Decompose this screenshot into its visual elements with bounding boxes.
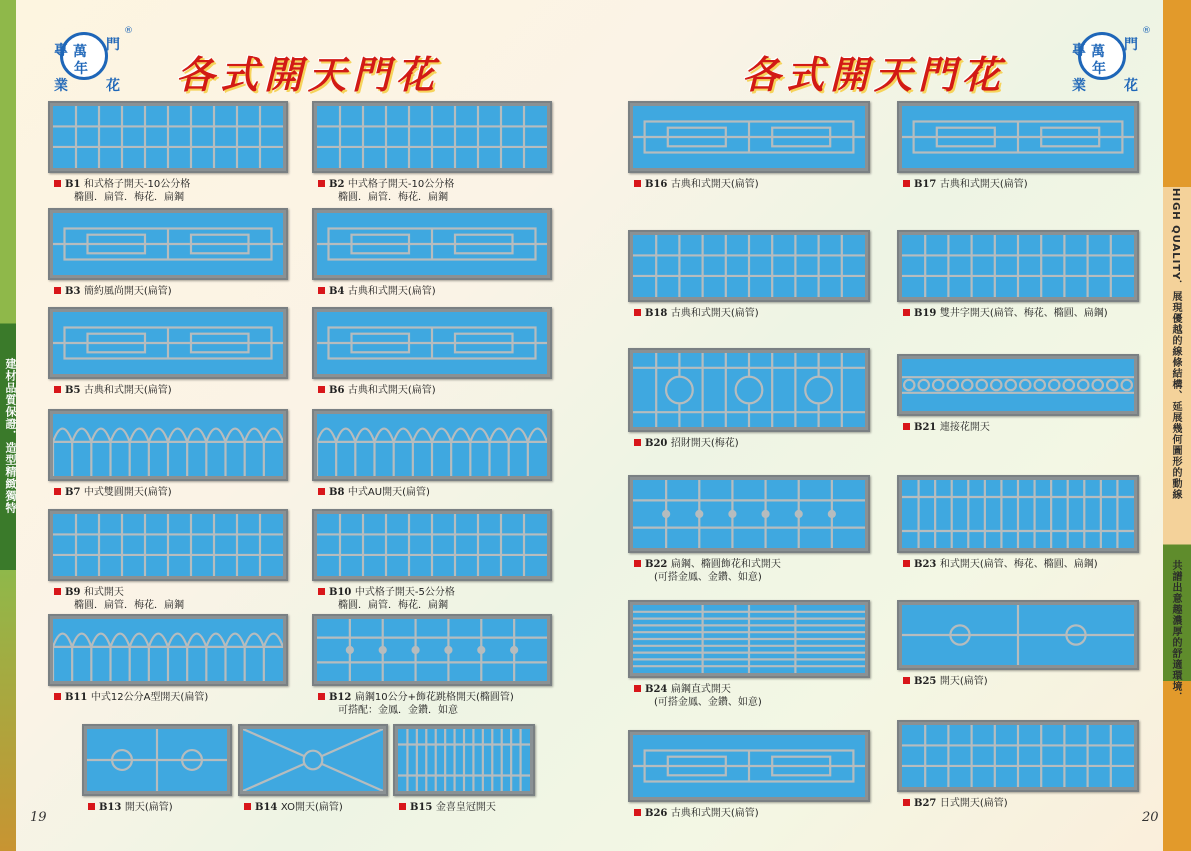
product-subtext: 橢圓．扁管．梅花．扁鋼 <box>338 192 448 203</box>
page-number: 20 <box>1142 810 1159 825</box>
bullet-square <box>399 803 406 810</box>
grille-pattern <box>633 353 865 427</box>
product-name: 古典和式開天(扁管) <box>670 308 759 319</box>
product-caption <box>903 797 1008 810</box>
product-name: 招財開天(梅花) <box>670 438 739 449</box>
product-code: B22 <box>645 559 671 570</box>
product-caption <box>903 558 1098 571</box>
product-name: 扁鋼10公分+飾花跳格開天(橢圓管) <box>354 692 514 703</box>
bullet-square <box>903 180 910 187</box>
product-caption <box>54 691 208 704</box>
product-code: B5 <box>65 385 84 396</box>
product-name: 中式格子開天-10公分格 <box>347 179 455 190</box>
window-grille-image <box>628 230 870 302</box>
window-grille-image <box>897 720 1139 792</box>
product-name: 古典和式開天(扁管) <box>670 808 759 819</box>
window-grille-image <box>897 475 1139 553</box>
bullet-square <box>318 588 325 595</box>
product-caption <box>903 675 988 688</box>
grille-pattern <box>633 605 865 673</box>
bullet-square <box>634 809 641 816</box>
window-grille-image <box>312 101 552 173</box>
product-name: 古典和式開天(扁管) <box>83 385 172 396</box>
grille-pattern <box>902 605 1134 665</box>
logo-char: 花 <box>1124 78 1138 94</box>
grille-pattern <box>902 480 1134 548</box>
product-code: B12 <box>329 692 355 703</box>
product-caption <box>244 801 343 814</box>
grille-pattern <box>398 729 530 791</box>
grille-pattern <box>53 619 283 681</box>
bullet-square <box>634 685 641 692</box>
grille-pattern <box>53 312 283 374</box>
product-caption <box>54 285 172 298</box>
product-subtext: (可搭金鳳、金鑽、如意) <box>654 572 762 583</box>
product-caption <box>88 801 173 814</box>
product-code: B18 <box>645 308 671 319</box>
product-caption <box>634 807 759 820</box>
grille-pattern <box>53 514 283 576</box>
logo-char: 專 <box>1072 43 1086 59</box>
product-code: B8 <box>329 487 348 498</box>
bullet-square <box>634 309 641 316</box>
product-code: B1 <box>65 179 84 190</box>
product-name: 金喜皇冠開天 <box>435 802 496 813</box>
product-name: 連接花開天 <box>939 422 990 433</box>
bullet-square <box>54 287 61 294</box>
left-sidebar-text: 建材品質保證．造型精緻獨特 <box>4 358 17 514</box>
window-grille-image <box>628 101 870 173</box>
product-caption <box>318 586 455 612</box>
logo <box>48 22 132 106</box>
product-name: 古典和式開天(扁管) <box>670 179 759 190</box>
product-code: B6 <box>329 385 348 396</box>
product-code: B24 <box>645 684 671 695</box>
product-caption <box>54 384 172 397</box>
page-title: 各式開天門花 <box>176 52 441 97</box>
grille-pattern <box>87 729 227 791</box>
product-code: B20 <box>645 438 671 449</box>
window-grille-image <box>628 475 870 553</box>
product-caption <box>54 486 172 499</box>
window-grille-image <box>312 409 552 481</box>
grille-pattern <box>633 106 865 168</box>
product-code: B10 <box>329 587 355 598</box>
product-code: B14 <box>255 802 281 813</box>
product-caption <box>54 586 184 612</box>
bullet-square <box>54 693 61 700</box>
bullet-square <box>318 180 325 187</box>
bullet-square <box>903 799 910 806</box>
bullet-square <box>318 488 325 495</box>
window-grille-image <box>312 614 552 686</box>
bullet-square <box>244 803 251 810</box>
glass-pane <box>902 359 1134 411</box>
product-subtext: (可搭金鳳、金鑽、如意) <box>654 697 762 708</box>
product-name: 雙井字開天(扁管、梅花、橢圓、扁鋼) <box>939 308 1108 319</box>
product-name: 中式12公分A型開天(扁管) <box>90 692 209 703</box>
product-code: B27 <box>914 798 940 809</box>
bullet-square <box>54 180 61 187</box>
bullet-square <box>903 423 910 430</box>
frame-bars <box>398 729 530 791</box>
bullet-square <box>903 677 910 684</box>
window-grille-image <box>48 208 288 280</box>
window-grille-image <box>312 307 552 379</box>
product-name: 中式格子開天-5公分格 <box>354 587 455 598</box>
window-grille-image <box>48 614 288 686</box>
bullet-square <box>634 180 641 187</box>
grille-pattern <box>317 106 547 168</box>
window-grille-image <box>48 409 288 481</box>
grille-pattern <box>243 729 383 791</box>
product-name: 和式格子開天-10公分格 <box>83 179 191 190</box>
grille-pattern <box>317 514 547 576</box>
logo-char: 年 <box>74 61 88 77</box>
logo-char: 門 <box>106 37 120 53</box>
bullet-square <box>54 588 61 595</box>
product-caption <box>318 691 514 717</box>
window-grille-image <box>82 724 232 796</box>
product-name: 扁鋼、橢圓飾花和式開天 <box>670 559 781 570</box>
grille-pattern <box>902 359 1134 411</box>
product-name: 和式開天(扁管、梅花、橢圓、扁鋼) <box>939 559 1098 570</box>
product-code: B13 <box>99 802 125 813</box>
product-caption <box>318 178 454 204</box>
window-grille-image <box>312 208 552 280</box>
window-grille-image <box>628 348 870 432</box>
product-code: B4 <box>329 286 348 297</box>
product-name: 和式開天 <box>83 587 124 598</box>
product-caption <box>903 178 1028 191</box>
bullet-square <box>54 386 61 393</box>
logo-registered-mark: ® <box>124 26 133 36</box>
bullet-square <box>318 287 325 294</box>
logo-char: 專 <box>54 43 68 59</box>
product-subtext: 可搭配：金鳳．金鑽．如意 <box>338 705 458 716</box>
product-name: 日式開天(扁管) <box>939 798 1008 809</box>
right-sidebar-text-bottom: 共譜出意趣濃厚的舒適環境． <box>1170 560 1181 703</box>
product-subtext: 橢圓．扁管．梅花．扁鋼 <box>338 600 448 611</box>
window-grille-image <box>238 724 388 796</box>
logo-char: 花 <box>106 78 120 94</box>
grille-pattern <box>317 619 547 681</box>
product-name: 開天(扁管) <box>124 802 173 813</box>
grille-pattern <box>53 414 283 476</box>
product-name: 扁鋼直式開天 <box>670 684 731 695</box>
product-code: B17 <box>914 179 940 190</box>
bullet-square <box>318 693 325 700</box>
product-code: B9 <box>65 587 84 598</box>
product-caption <box>634 178 759 191</box>
window-grille-image <box>897 354 1139 416</box>
product-caption <box>634 558 781 584</box>
product-subtext: 橢圓．扁管．梅花．扁鋼 <box>74 600 184 611</box>
product-name: 古典和式開天(扁管) <box>347 385 436 396</box>
product-code: B25 <box>914 676 940 687</box>
product-name: XO開天(扁管) <box>280 802 343 813</box>
window-grille-image <box>48 101 288 173</box>
product-name: 中式AU開天(扁管) <box>347 487 430 498</box>
window-grille-image <box>897 101 1139 173</box>
window-grille-image <box>897 230 1139 302</box>
bullet-square <box>54 488 61 495</box>
product-code: B26 <box>645 808 671 819</box>
product-name: 開天(扁管) <box>939 676 988 687</box>
grille-pattern <box>633 735 865 797</box>
product-code: B21 <box>914 422 940 433</box>
product-subtext: 橢圓．扁管．梅花．扁鋼 <box>74 192 184 203</box>
product-caption <box>634 437 739 450</box>
product-code: B3 <box>65 286 84 297</box>
window-grille-image <box>897 600 1139 670</box>
logo-char: 萬 <box>1091 44 1105 60</box>
window-grille-image <box>312 509 552 581</box>
product-caption <box>318 285 436 298</box>
grille-pattern <box>317 414 547 476</box>
bullet-square <box>903 309 910 316</box>
grille-pattern <box>633 480 865 548</box>
product-code: B19 <box>914 308 940 319</box>
grille-pattern <box>902 725 1134 787</box>
product-name: 中式雙圓開天(扁管) <box>83 487 172 498</box>
product-caption <box>54 178 190 204</box>
product-caption <box>399 801 496 814</box>
product-name: 古典和式開天(扁管) <box>939 179 1028 190</box>
product-code: B16 <box>645 179 671 190</box>
grille-pattern <box>902 235 1134 297</box>
product-caption <box>318 384 436 397</box>
window-grille-image <box>393 724 535 796</box>
product-name: 簡約風尚開天(扁管) <box>83 286 172 297</box>
window-grille-image <box>628 600 870 678</box>
product-code: B2 <box>329 179 348 190</box>
product-caption <box>903 307 1108 320</box>
logo-char: 業 <box>1072 78 1086 94</box>
grille-pattern <box>317 312 547 374</box>
right-sidebar-text-top: HIGH QUALITY．展現優越的線條結構、延展幾何圖形的動線 <box>1170 188 1181 501</box>
product-caption <box>903 421 990 434</box>
logo-registered-mark: ® <box>1142 26 1151 36</box>
product-code: B7 <box>65 487 84 498</box>
window-grille-image <box>48 509 288 581</box>
window-grille-image <box>48 307 288 379</box>
page-number: 19 <box>30 810 47 825</box>
page-title: 各式開天門花 <box>742 52 1007 97</box>
logo-char: 萬 <box>73 44 87 60</box>
grille-pattern <box>902 106 1134 168</box>
product-code: B11 <box>65 692 91 703</box>
product-code: B15 <box>410 802 436 813</box>
product-code: B23 <box>914 559 940 570</box>
grille-pattern <box>317 213 547 275</box>
product-caption <box>634 307 759 320</box>
bullet-square <box>903 560 910 567</box>
product-caption <box>634 683 762 709</box>
product-name: 古典和式開天(扁管) <box>347 286 436 297</box>
bullet-square <box>88 803 95 810</box>
logo-char: 業 <box>54 78 68 94</box>
grille-pattern <box>53 106 283 168</box>
logo <box>1066 22 1150 106</box>
product-caption <box>318 486 430 499</box>
bullet-square <box>318 386 325 393</box>
grille-pattern <box>53 213 283 275</box>
grille-pattern <box>633 235 865 297</box>
logo-char: 年 <box>1092 61 1106 77</box>
bullet-square <box>634 560 641 567</box>
bullet-square <box>634 439 641 446</box>
logo-char: 門 <box>1124 37 1138 53</box>
window-grille-image <box>628 730 870 802</box>
